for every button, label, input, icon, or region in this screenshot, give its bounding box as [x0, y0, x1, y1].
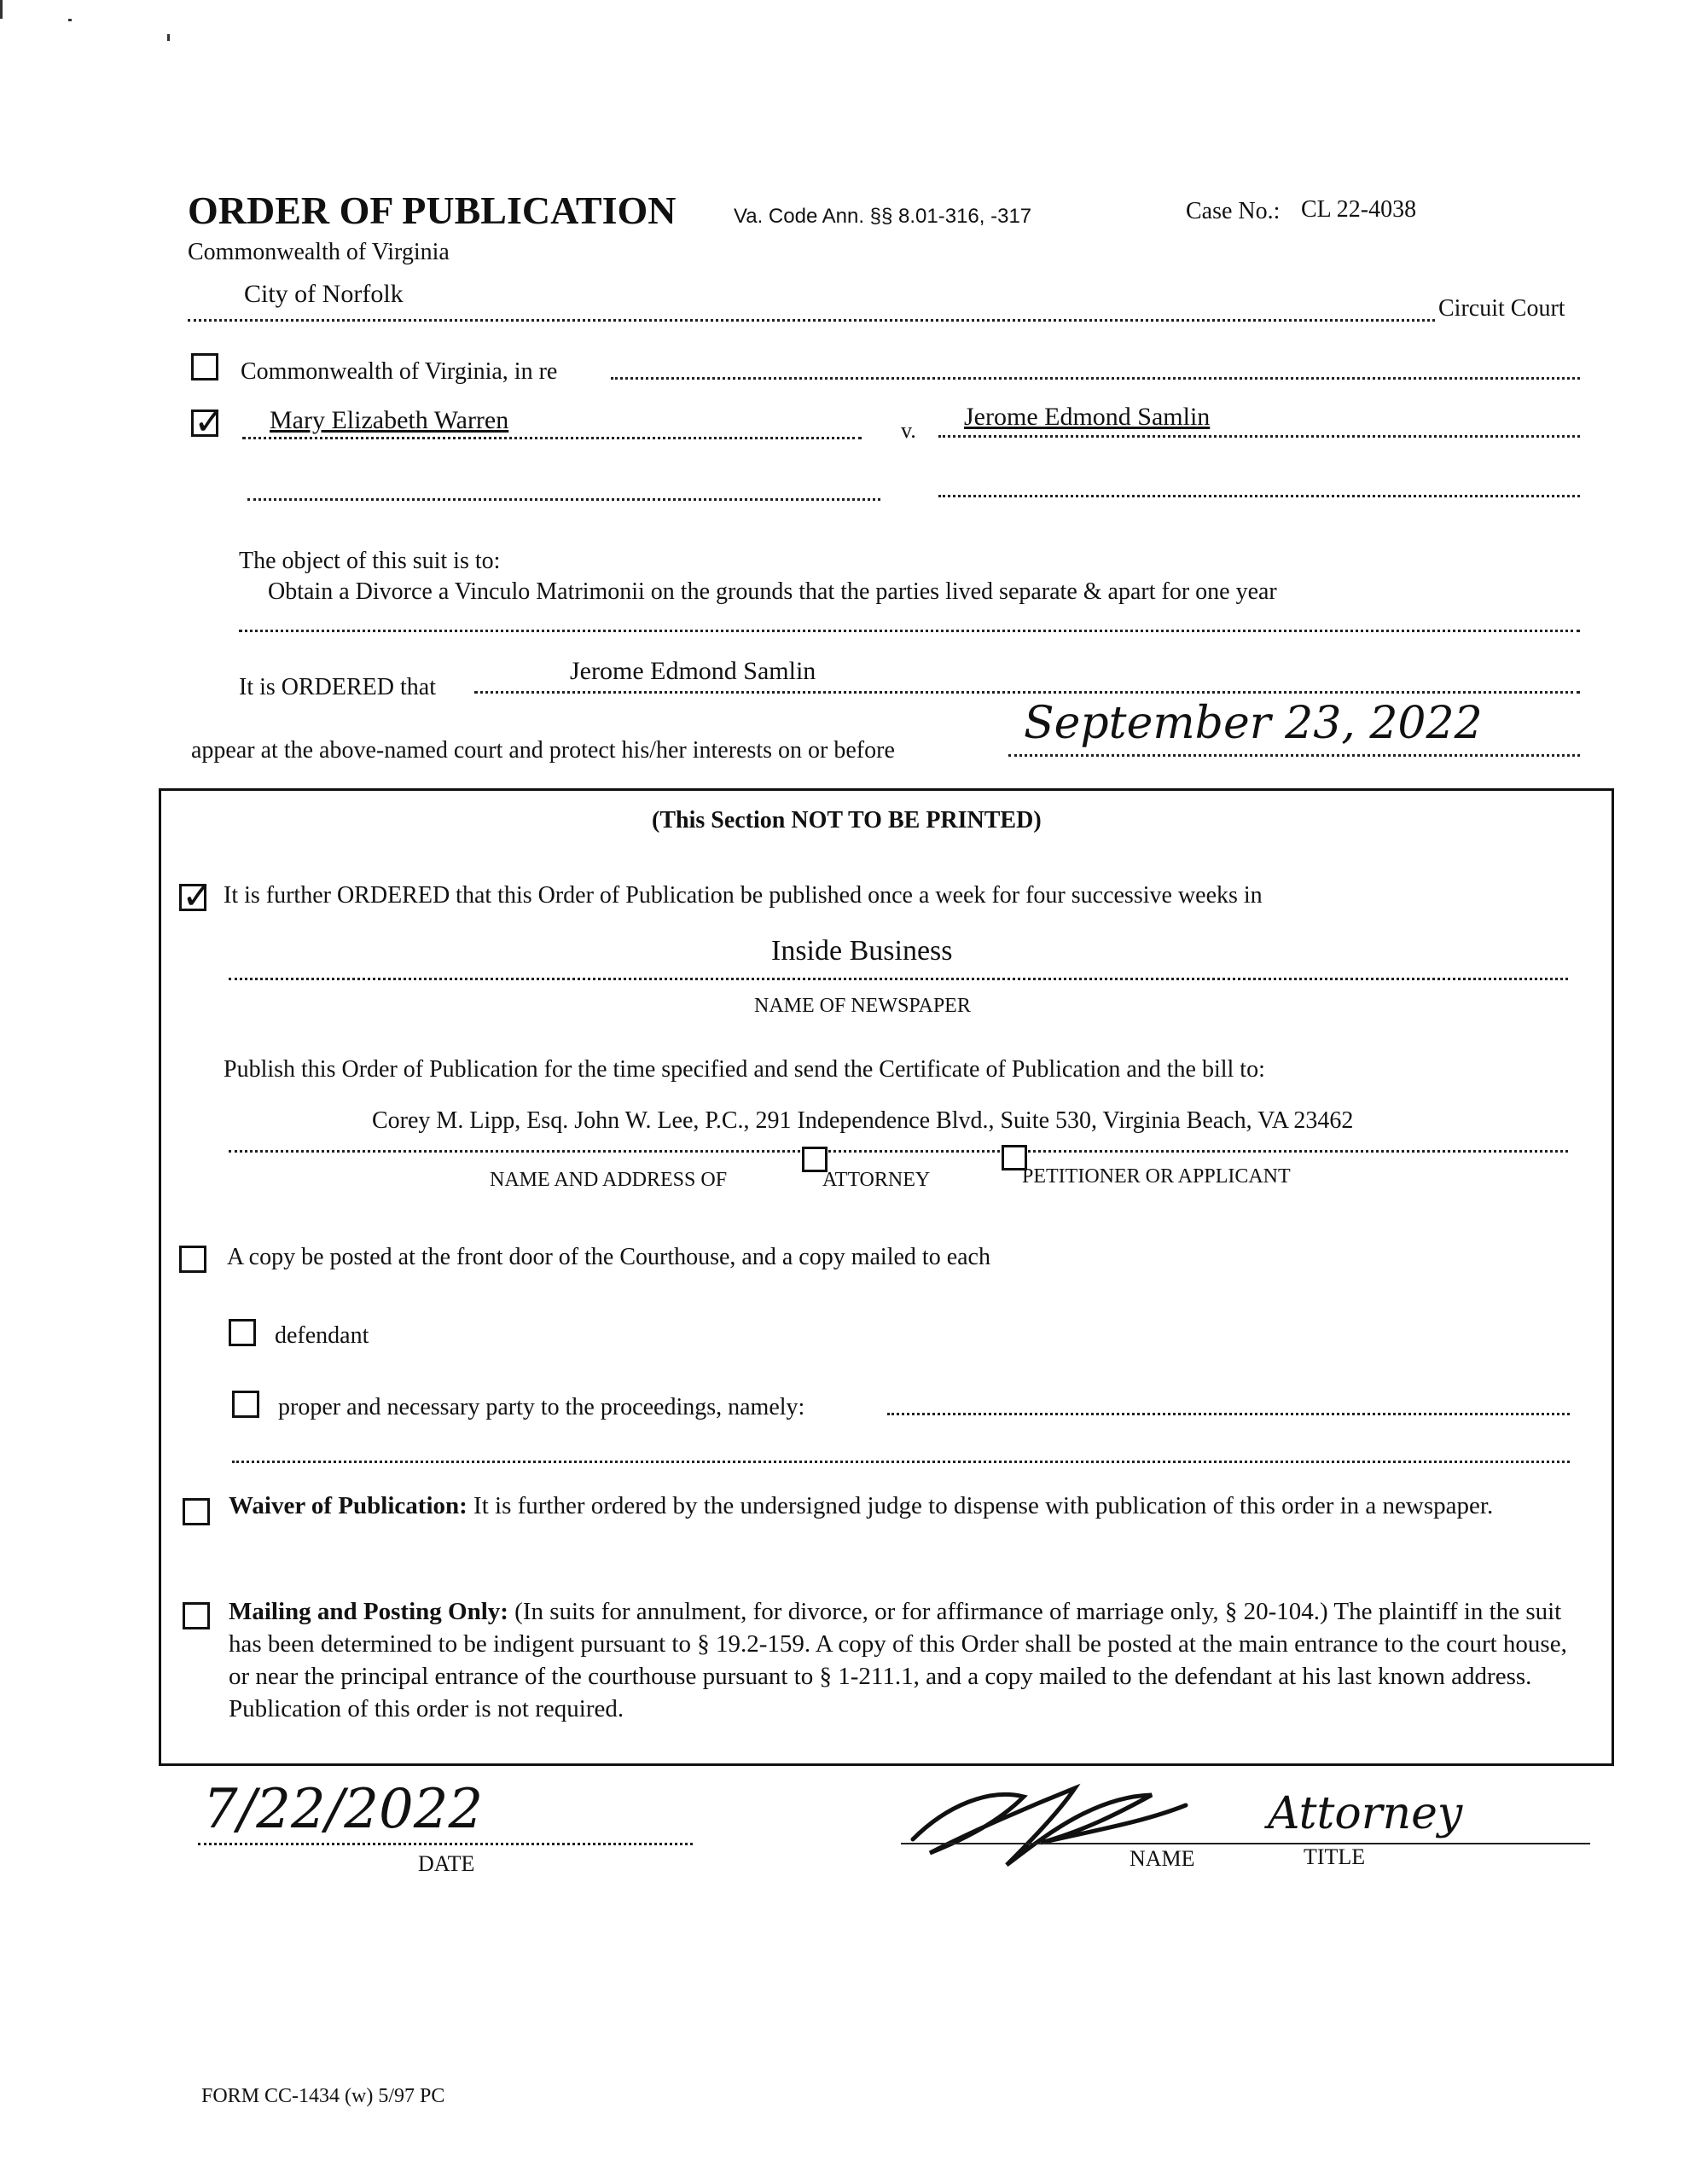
mailing-checkbox[interactable]: [183, 1602, 210, 1629]
object-text: Obtain a Divorce a Vinculo Matrimonii on the grounds that the parties lived separate & apart for one year: [268, 578, 1277, 605]
versus-label: v.: [901, 418, 916, 443]
court-label: Circuit Court: [1438, 295, 1565, 322]
scan-speck: [167, 34, 170, 41]
case-number: CL 22-4038: [1301, 196, 1417, 223]
date-caption: DATE: [418, 1851, 475, 1876]
defendant-name: Jerome Edmond Samlin: [964, 403, 1211, 431]
commonwealth-label: Commonwealth of Virginia: [188, 239, 450, 265]
party-line-1: [887, 1413, 1570, 1415]
petitioner-option-label: PETITIONER OR APPLICANT: [1022, 1165, 1291, 1188]
party-label: proper and necessary party to the proceedings, namely:: [278, 1394, 805, 1420]
signature-line: [901, 1843, 1590, 1844]
mailing-paragraph: [229, 1595, 1594, 1725]
plaintiff-line: [242, 437, 862, 439]
section-heading: (This Section NOT TO BE PRINTED): [652, 807, 1042, 834]
city-name: City of Norfolk: [244, 280, 404, 308]
posted-checkbox[interactable]: [179, 1246, 206, 1273]
posted-text: A copy be posted at the front door of the Courthouse, and a copy mailed to each: [227, 1244, 990, 1270]
waiver-checkbox[interactable]: [183, 1498, 210, 1525]
appear-line: [1008, 754, 1580, 757]
attorney-address: Corey M. Lipp, Esq. John W. Lee, P.C., 291 Independence Blvd., Suite 530, Virginia Beach, VA 23462: [372, 1107, 1354, 1134]
party-checkbox[interactable]: [232, 1391, 259, 1418]
waiver-text: It is further ordered by the undersigned judge to dispense with publication of this order in a newspaper.: [473, 1492, 1494, 1519]
appear-text: appear at the above-named court and protect his/her interests on or before: [191, 737, 895, 764]
name-caption: NAME: [1130, 1846, 1195, 1871]
in-re-line: [611, 377, 1580, 380]
city-line: [188, 319, 1435, 322]
versus-checkbox[interactable]: [191, 410, 218, 437]
newspaper-line: [229, 978, 1568, 980]
publish-text: It is further ORDERED that this Order of Publication be published once a week for four successive weeks in: [224, 882, 1263, 909]
form-id: FORM CC-1434 (w) 5/97 PC: [201, 2085, 445, 2107]
mailing-text: (In suits for annulment, for divorce, or for affirmance of marriage only, § 20-104.) The plaintiff in the suit has been determined to be indigent pursuant to § 19.2-159. A copy of this Order shall be posted at the main entrance to the court house, or near the principal entrance of the courthouse pursuant to § 1-211.1, and a copy mailed to the defendant at his last known address. Publication of this order is not required.: [229, 1598, 1567, 1722]
mailing-title: Mailing and Posting Only:: [229, 1598, 508, 1625]
date-value: 7/22/2022: [203, 1778, 484, 1841]
in-re-checkbox[interactable]: [191, 353, 218, 380]
object-line: [239, 630, 1580, 632]
ordered-line: [474, 691, 1580, 694]
scan-speck: [0, 0, 3, 19]
code-reference: Va. Code Ann. §§ 8.01-316, -317: [734, 205, 1032, 228]
object-label: The object of this suit is to:: [239, 548, 501, 574]
ordered-label: It is ORDERED that: [239, 674, 436, 700]
appear-date: September 23, 2022: [1024, 698, 1483, 749]
address-line: [229, 1150, 1568, 1153]
case-number-label: Case No.:: [1186, 198, 1281, 224]
newspaper-name: Inside Business: [771, 935, 953, 967]
scan-speck: [68, 19, 72, 21]
document-title: ORDER OF PUBLICATION: [188, 189, 677, 232]
defendant-extra-line: [938, 495, 1580, 497]
publish-checkbox[interactable]: [179, 884, 206, 911]
attorney-option-label: ATTORNEY: [822, 1169, 931, 1191]
in-re-label: Commonwealth of Virginia, in re: [241, 358, 558, 385]
title-caption: TITLE: [1304, 1844, 1366, 1869]
newspaper-caption: NAME OF NEWSPAPER: [754, 995, 971, 1017]
defendant-label: defendant: [275, 1322, 369, 1349]
waiver-paragraph: [229, 1490, 1568, 1522]
name-address-caption: NAME AND ADDRESS OF: [490, 1169, 728, 1191]
defendant-checkbox[interactable]: [229, 1319, 256, 1346]
ordered-party: Jerome Edmond Samlin: [570, 657, 816, 685]
plaintiff-name: Mary Elizabeth Warren: [270, 406, 509, 434]
defendant-line: [938, 435, 1580, 438]
party-line-2: [232, 1461, 1570, 1463]
plaintiff-extra-line: [247, 498, 880, 501]
date-line: [198, 1843, 693, 1845]
waiver-title: Waiver of Publication:: [229, 1492, 468, 1519]
title-value: Attorney: [1268, 1788, 1463, 1839]
send-text: Publish this Order of Publication for the time specified and send the Certificate of Publication and the bill to:: [224, 1056, 1265, 1083]
